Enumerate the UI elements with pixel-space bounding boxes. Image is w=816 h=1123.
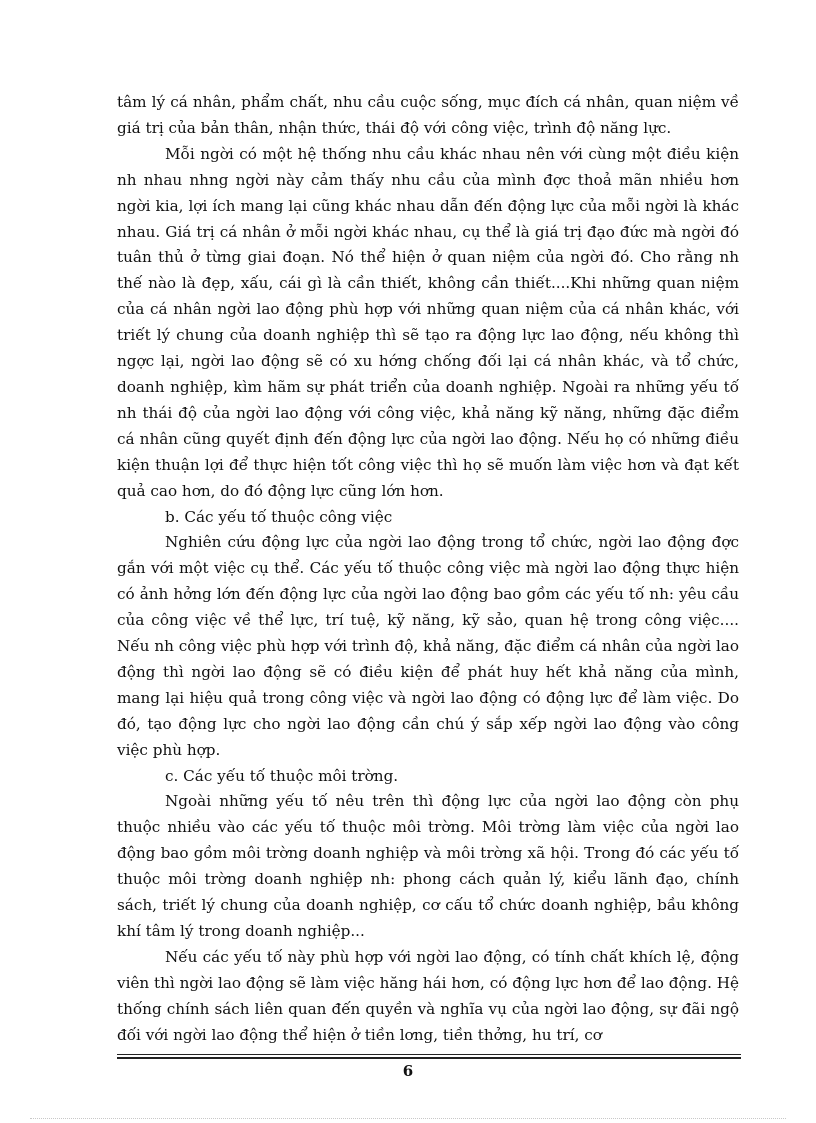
body-text — [117, 90, 739, 1049]
paragraph-environment-factors: Ngoài những yếu tố nêu trên thì động lực của ngời lao động còn phụ thuộc nhiều vào các yếu tố thuộc môi trờng. Môi trờng làm việc của ngời lao động bao gồm môi trờng doanh nghiệp và môi trờng xã hội. Trong đó các yếu tố thuộc môi trờng doanh nghiệp nh: phong cách quản lý, kiểu lãnh đạo, chính sách, triết lý chung của doanh nghiệp, cơ cấu tổ chức doanh nghiệp, bầu không khí tâm lý trong doanh nghiệp... — [117, 792, 739, 940]
page-edge-divider — [30, 1118, 786, 1119]
footer-divider-thick — [117, 1057, 741, 1059]
paragraph-continuation: tâm lý cá nhân, phẩm chất, nhu cầu cuộc sống, mục đích cá nhân, quan niệm về giá trị của bản thân, nhận thức, thái độ với công việc, trình độ năng lực. — [117, 93, 739, 137]
footer-divider-thin — [117, 1054, 741, 1055]
section-heading-c: c. Các yếu tố thuộc môi trờng. — [165, 766, 399, 785]
section-heading-b: b. Các yếu tố thuộc công việc — [165, 507, 393, 526]
paragraph-policy: Nếu các yếu tố này phù hợp với ngời lao động, có tính chất khích lệ, động viên thì ngời lao động sẽ làm việc hăng hái hơn, có động lực hơn để lao động. Hệ thống chính sách liên quan đến quyền và nghĩa vụ của ngời lao động, sự đãi ngộ đối với ngời lao động thể hiện ở tiền lơng, tiền thởng, hu trí, cơ — [117, 947, 739, 1044]
paragraph-individual-values: Mỗi ngời có một hệ thống nhu cầu khác nhau nên với cùng một điều kiện nh nhau nhng ngời này cảm thấy nhu cầu của mình đợc thoả mãn nhiều hơn ngời kia, lợi ích mang lại cũng khác nhau dẫn đến động lực của mỗi ngời là khác nhau. Giá trị cá nhân ở mỗi ngời khác nhau, cụ thể là giá trị đạo đức mà ngời đó tuân thủ ở từng giai đoạn. Nó thể hiện ở quan niệm của ngời đó. Cho rằng nh thế nào là đẹp, xấu, cái gì là cần thiết, không cần thiết....Khi những quan niệm của cá nhân ngời lao động phù hợp với những quan niệm của cá nhân khác, với triết lý chung của doanh nghiệp thì sẽ tạo ra động lực lao động, nếu không thì ngợc lại, ngời lao động sẽ có xu hớng chống đối lại cá nhân khác, và tổ chức, doanh nghiệp, kìm hãm sự phát triển của doanh nghiệp. Ngoài ra những yếu tố nh thái độ của ngời lao động với công việc, khả năng kỹ năng, những đặc điểm cá nhân cũng quyết định đến động lực của ngời lao động. Nếu họ có những điều kiện thuận lợi để thực hiện tốt công việc thì họ sẽ muốn làm việc hơn và đạt kết quả cao hơn, do đó động lực cũng lớn hơn. — [117, 144, 739, 500]
paragraph-job-factors: Nghiên cứu động lực của ngời lao động trong tổ chức, ngời lao động đợc gắn với một việc cụ thể. Các yếu tố thuộc công việc mà ngời lao động thực hiện có ảnh hởng lớn đến động lực của ngời lao động bao gồm các yếu tố nh: yêu cầu của công việc về thể lực, trí tuệ, kỹ năng, kỹ sảo, quan hệ trong công việc.... Nếu nh công việc phù hợp với trình độ, khả năng, đặc điểm cá nhân của ngời lao động thì ngời lao động sẽ có điều kiện để phát huy hết khả năng của mình, mang lại hiệu quả trong công việc và ngời lao động có động lực để làm việc. Do đó, tạo động lực cho ngời lao động cần chú ý sắp xếp ngời lao động vào công việc phù hợp. — [117, 533, 739, 759]
page-number: 6 — [402, 1062, 414, 1080]
